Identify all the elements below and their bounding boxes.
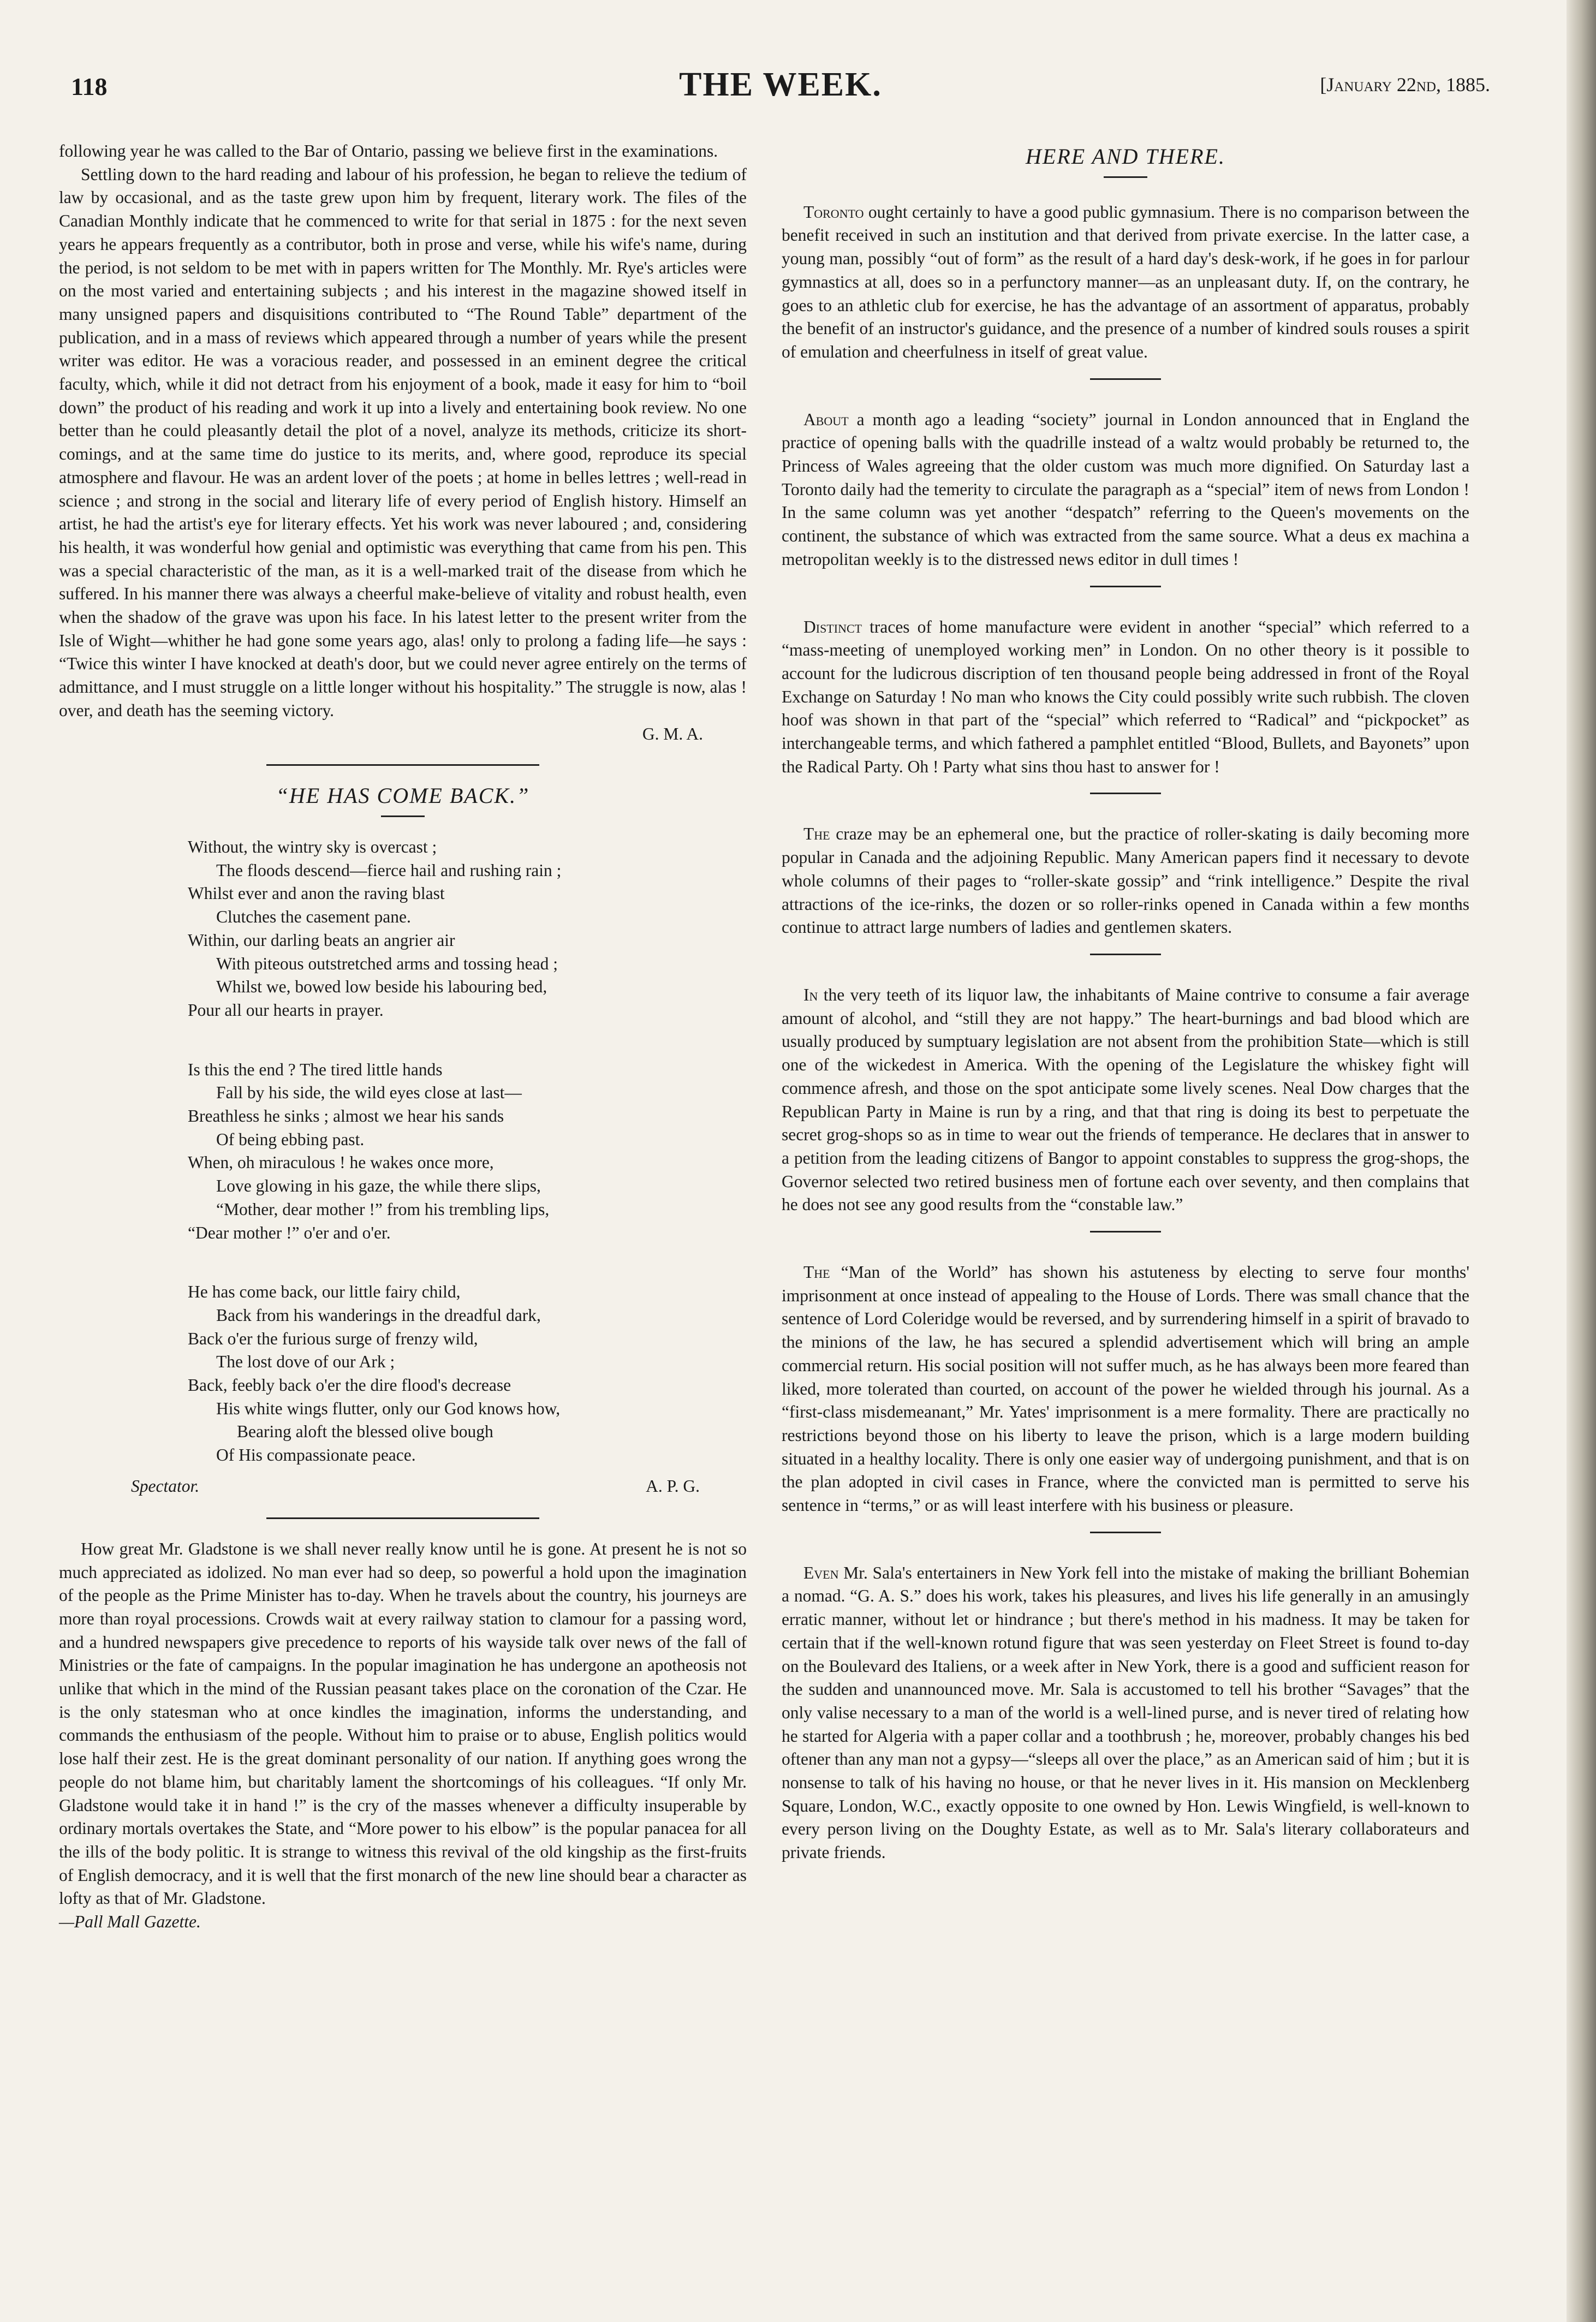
issue-date: [January 22nd, 1885. <box>1320 74 1490 96</box>
news-item <box>782 1562 1469 1865</box>
news-item <box>782 408 1469 571</box>
lead-word: About <box>803 409 849 429</box>
poem-line: Within, our darling beats an angrier air <box>188 930 455 950</box>
item-text: “Man of the World” has shown his astuteness by electing to serve four months' imprisonment at once instead of appealing to the House of Lords. There was small chance that the sentence of Lord Coleridge would be reversed, and by surrendering himself in a spirit of bravado to the minions of the law, he has secured a splendid advertisement which will bring an ample commercial return. His social position will not suffer much, as he has always been more feared than liked, more tolerated than courted, on account of the power he wielded through his journal. As a “first-class misdemeanant,” Mr. Yates' imprisonment is a mere formality. There are practically no restrictions beyond those on his liberty to leave the prison, which is a large modern building situated in a healthy locality. There is only one easier way of undergoing punishment, and that is on the plan adopted in civil cases in France, where the convicted man is permitted to serve his sentence in “terms,” or as will least interfere with his business or pleasure. <box>782 1263 1469 1515</box>
article-source: —Pall Mall Gazette. <box>59 1912 201 1932</box>
poem-stanza <box>188 836 747 1022</box>
item-text: Mr. Sala's entertainers in New York fell into the mistake of making the brilliant Bohemian a nomad. “G. A. S.” does his work, takes his pleasures, and lives his life generally in an amusingly erratic manner, without let or hindrance ; but there's method in his madness. It may be taken for certain that if the well-known rotund figure that was seen yesterday on Fleet Street is found to-day on the Boulevard des Italiens, or a week after in New York, there is a good and sufficient reason for the sudden and unannounced move. Mr. Sala is accustomed to tell his brother “Savages” that the only valise necessary to a man of the world is a well-lined purse, and is never tired of relating how he started for Algeria with a paper collar and a toothbrush ; he, moreover, probably changes his bed oftener than any man not a gypsy—“sleeps all over the place,” as an American said of him ; but it is nonsense to talk of his having no house, or that he never lives in it. His mansion on Mecklenberg Square, London, W.C., exactly opposite to one owned by Hon. Lewis Wingfield, is well-known to every person living on the Doughty Estate, as well as to Mr. Sala's literary collaborateurs and private friends. <box>782 1563 1469 1862</box>
item-separator <box>1090 1231 1161 1233</box>
poem-line: Whilst ever and anon the raving blast <box>188 884 445 903</box>
lead-word: The <box>803 1263 830 1282</box>
author-signature: G. M. A. <box>642 724 703 743</box>
poem-line: “Mother, dear mother !” from his trembling lips, <box>216 1199 550 1219</box>
lead-word: Even <box>803 1563 839 1582</box>
scan-edge-shadow <box>1567 0 1596 2322</box>
title-rule <box>381 815 425 817</box>
poem-stanza <box>188 1281 747 1467</box>
poem <box>188 836 747 1467</box>
poem-line: Back from his wanderings in the dreadful dark, <box>216 1305 541 1325</box>
poem-line: Bearing aloft the blessed olive bough <box>237 1422 493 1442</box>
poem-line: “Dear mother !” o'er and o'er. <box>188 1223 391 1242</box>
lead-word: Distinct <box>803 617 862 636</box>
news-item <box>782 616 1469 779</box>
news-item <box>782 823 1469 939</box>
lead-word: In <box>803 985 818 1004</box>
article-paragraph: Settling down to the hard reading and labour of his profession, he began to relieve the tedium of law by occasional, and as the taste grew upon him by frequent, literary work. The files of the Canadian Monthly indicate that he commenced to write for that serial in 1875 : for the next seven years he appears frequently as a contributor, both in prose and verse, while his wife's name, during the period, is not seldom to be met with in papers written for The Monthly. Mr. Rye's articles were on the most varied and entertaining subjects ; and his interest in the magazine showed itself in many unsigned papers and disquisitions contributed to “The Round Table” department of the publication, and in a mass of reviews which appeared through a number of years while the present writer was editor. He was a voracious reader, and possessed in an eminent degree the critical faculty, which, while it did not detract from his enjoyment of a book, made it easy for him to “boil down” the product of his reading and work it up into a lively and entertaining book review. No one better than he could pleasantly detail the plot of a novel, analyze its methods, criticize its short-comings, and at the same time do justice to its merits, and, where good, reproduce its special atmosphere and flavour. He was an ardent lover of the poets ; at home in belles lettres ; well-read in science ; and strong in the social and literary life of every period of English history. Himself an artist, he had the artist's eye for literary effects. Yet his work was never laboured ; and, considering his health, it was wonderful how genial and optimistic was everything that came from his pen. This was a special characteristic of the man, as it is a well-marked trait of the disease from which he suffered. In his manner there was always a cheerful make-believe of vitality and robust health, even when the shadow of the grave was upon his face. In his latest letter to the present writer from the Isle of Wight—whither he had gone some years ago, alas! only to prolong a fading life—he says : “Twice this winter I have knocked at death's door, but we could never agree entirely on the terms of admittance, and I must struggle on a little longer without his hospitality.” The struggle is now, alas ! over, and death has the seeming victory. <box>59 164 747 720</box>
poem-line: With piteous outstretched arms and tossing head ; <box>216 954 558 973</box>
item-separator <box>1090 793 1161 794</box>
poem-line: When, oh miraculous ! he wakes once more, <box>188 1153 494 1172</box>
item-separator <box>1090 954 1161 955</box>
poem-line: Breathless he sinks ; almost we hear his sands <box>188 1106 504 1126</box>
poem-line: The lost dove of our Ark ; <box>216 1352 395 1372</box>
poem-line: Of His compassionate peace. <box>216 1445 416 1465</box>
poem-line: Clutches the casement pane. <box>216 907 411 927</box>
poem-line: The floods descend—fierce hail and rushing rain ; <box>216 860 562 880</box>
lead-word: Toronto <box>803 202 864 222</box>
article-paragraph: How great Mr. Gladstone is we shall never really know until he is gone. At present he is not so much appreciated as idolized. No man ever had so deep, so powerful a hold upon the imagination of the people as the Prime Minister has to-day. When he travels about the country, his journeys are more than royal processions. Crowds wait at every railway station to clamour for a passing word, and a hundred newspapers give precedence to reports of his wayside talk over news of the fall of Ministries or the fate of campaigns. In the popular imagination he has undergone an apotheosis not unlike that which in the mind of the Russian peasant takes place on the coronation of the Czar. He is the only statesman who at once kindles the imagination, informs the understanding, and commands the enthusiasm of the people. Without him to praise or to abuse, English politics would lose half their zest. He is the great dominant personality of our nation. If anything goes wrong the people do not blame him, but charitably lament the shortcomings of his colleagues. “If only Mr. Gladstone would take it in hand !” is the cry of the masses whenever a difficulty insuperable by ordinary mortals overtakes the State, and “More power to his elbow” is the popular panacea for all the ills of the body politic. It is strange to witness this revival of the old kingship as the first-fruits of English democracy, and it is well that the first monarch of the new line should bear a character as lofty as that of Mr. Gladstone. <box>59 1539 747 1908</box>
page-number: 118 <box>71 73 108 100</box>
poem-line: Back, feebly back o'er the dire flood's decrease <box>188 1376 511 1395</box>
poem-line: Love glowing in his gaze, the while there slips, <box>216 1176 541 1196</box>
poem-author: A. P. G. <box>646 1476 700 1496</box>
section-title: HERE AND THERE. <box>1026 144 1225 169</box>
item-separator <box>1090 378 1161 380</box>
item-text: traces of home manufacture were evident in another “special” which referred to a “mass-meeting of unemployed working men” in London. On no other theory is it possible to account for the ludicrous discription of ten thousand people being addressed in front of the Royal Exchange on Saturday ! No man who knows the City could possibly write such rubbish. The cloven hoof was shown in that part of the “special” which referred to “Radical” and “pickpocket” as interchangeable terms, and which fathered a pamphlet entitled “Blood, Bullets, and Bayonets” upon the Radical Party. Oh ! Party what sins thou hast to answer for ! <box>782 617 1469 776</box>
publication-title: THE WEEK. <box>679 66 882 103</box>
item-separator <box>1090 1532 1161 1533</box>
poem-line: Pour all our hearts in prayer. <box>188 1000 384 1020</box>
lead-word: The <box>803 824 830 844</box>
right-column <box>782 140 1469 1865</box>
title-rule <box>1104 176 1147 178</box>
masthead <box>71 66 1490 115</box>
poem-line: Of being ebbing past. <box>216 1129 365 1149</box>
news-item <box>782 1261 1469 1517</box>
poem-line: Whilst we, bowed low beside his labouring bed, <box>216 977 547 997</box>
poem-line: Without, the wintry sky is overcast ; <box>188 837 437 856</box>
item-text: a month ago a leading “society” journal in London announced that in England the practice of opening balls with the quadrille instead of a waltz would probably be returned to, the Princess of Wales agreeing that the older custom was much more dignified. On Saturday last a Toronto daily had the temerity to circulate the paragraph as a “special” item of news from London ! In the same column was yet another “despatch” referring to the Queen's movements on the continent, the substance of which was extracted from the same source. What a deus ex machina a metropolitan weekly is to the distressed news editor in dull times ! <box>782 409 1469 569</box>
item-text: ought certainly to have a good public gymnasium. There is no comparison between the benefit received in such an institution and that derived from private exercise. In the latter case, a young man, possibly “out of form” as the result of a hard day's desk-work, if he goes in for parlour gymnastics at all, does so in a perfunctory manner—as an unpleasant duty. If, on the contrary, he goes to an athletic club for exercise, he has the advantage of an assortment of apparatus, probably the benefit of an instructor's guidance, and the presence of a number of kindred souls rouses a spirit of emulation and cheerfulness in itself of great value. <box>782 202 1469 361</box>
section-divider <box>266 764 539 766</box>
poem-credit <box>59 1475 747 1499</box>
poem-stanza <box>188 1058 747 1245</box>
item-text: craze may be an ephemeral one, but the practice of roller-skating is daily becoming more popular in Canada and the adjoining Republic. Many American papers find it necessary to devote whole columns of their pages to “roller-skate gossip” and “rink intelligence.” Despite the rival attractions of the ice-rinks, the dozen or so roller-rinks opened in Canada within a few months continue to attract large numbers of ladies and gentlemen skaters. <box>782 824 1469 937</box>
left-column <box>59 140 747 1934</box>
poem-line: His white wings flutter, only our God knows how, <box>216 1398 561 1418</box>
poem-line: Is this the end ? The tired little hands <box>188 1059 443 1079</box>
news-item <box>782 984 1469 1217</box>
poem-line: He has come back, our little fairy child, <box>188 1282 461 1302</box>
section-divider <box>266 1517 539 1519</box>
news-item <box>782 201 1469 364</box>
item-text: the very teeth of its liquor law, the inhabitants of Maine contrive to consume a fair average amount of alcohol, and “still they are not happy.” The heart-burnings and bad blood which are usually produced by sumptuary legislation are not absent from the prohibition State—which is still one of the wickedest in America. With the opening of the Legislature the whiskey fight will commence afresh, and those on the spot anticipate some lively scenes. Neal Dow charges that the Republican Party in Maine is run by a ring, and that that ring is doing its best to perpetuate the secret grog-shops so as in time to wear out the friends of temperance. He declares that in answer to a petition from the leading citizens of Bangor to appoint constables to suppress the grog-shops, the Governor selected two retired business men of fortune each over seventy, and then complains that he does not see any good results from the “constable law.” <box>782 985 1469 1214</box>
item-separator <box>1090 586 1161 587</box>
poem-line: Fall by his side, the wild eyes close at last— <box>216 1083 522 1103</box>
poem-line: Back o'er the furious surge of frenzy wild, <box>188 1329 478 1348</box>
poem-title: “HE HAS COME BACK.” <box>276 783 530 808</box>
article-paragraph: following year he was called to the Bar of Ontario, passing we believe first in the examinations. <box>59 141 718 160</box>
poem-source: Spectator. <box>131 1476 200 1496</box>
